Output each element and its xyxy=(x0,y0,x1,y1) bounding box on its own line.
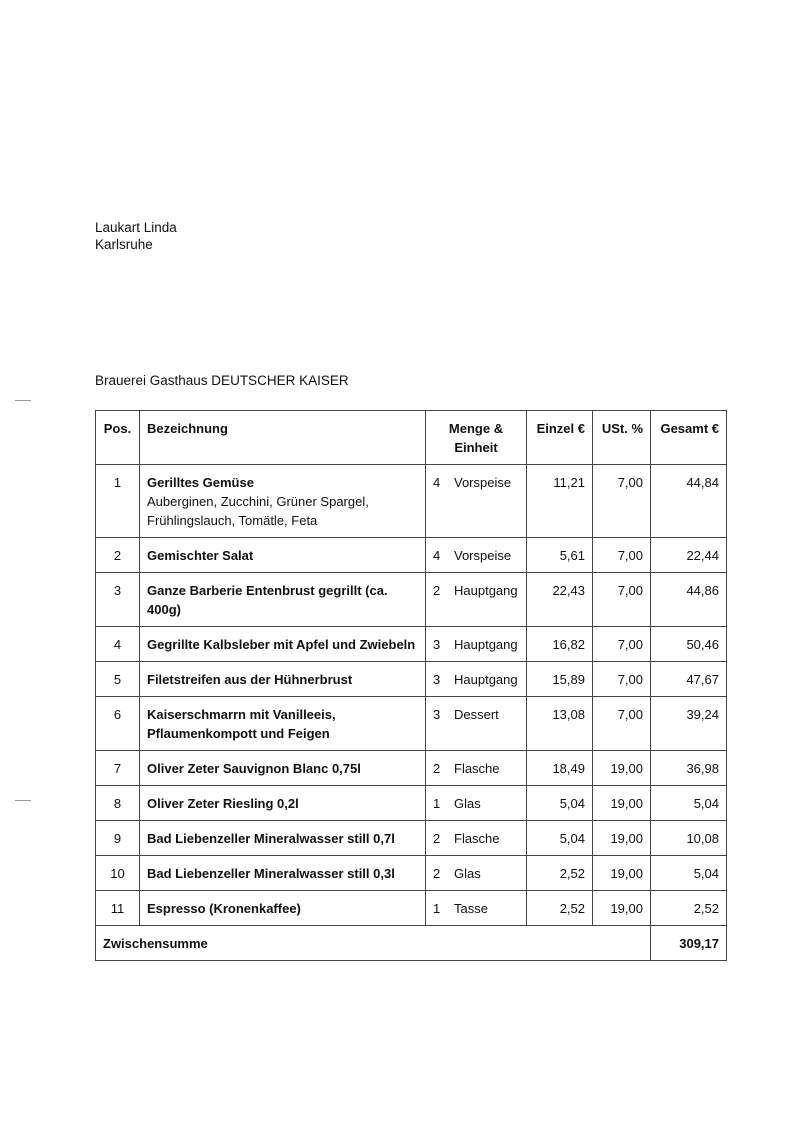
row-qty-number: 4 xyxy=(433,548,441,563)
customer-name: Laukart Linda xyxy=(95,220,177,235)
row-total: 36,98 xyxy=(651,751,727,786)
row-description xyxy=(140,573,426,627)
row-total: 2,52 xyxy=(651,891,727,926)
row-pos: 11 xyxy=(96,891,140,926)
row-pos: 9 xyxy=(96,821,140,856)
row-qty-unit: Vorspeise xyxy=(454,548,512,563)
row-quantity xyxy=(426,538,527,573)
row-qty-number: 4 xyxy=(433,475,441,490)
row-unit-price: 2,52 xyxy=(527,891,593,926)
row-pos: 10 xyxy=(96,856,140,891)
row-total: 22,44 xyxy=(651,538,727,573)
row-total: 44,84 xyxy=(651,465,727,538)
row-item-name: Ganze Barberie Entenbrust gegrillt (ca. 400g) xyxy=(147,583,388,617)
row-item-name: Gemischter Salat xyxy=(147,548,254,563)
table-row xyxy=(96,751,727,786)
row-item-name: Espresso (Kronenkaffee) xyxy=(147,901,301,916)
row-vat: 19,00 xyxy=(593,751,651,786)
row-description xyxy=(140,856,426,891)
table-header-row xyxy=(96,411,727,465)
row-description xyxy=(140,821,426,856)
row-description xyxy=(140,751,426,786)
table-row xyxy=(96,891,727,926)
row-item-name: Oliver Zeter Sauvignon Blanc 0,75l xyxy=(147,761,361,776)
row-vat: 7,00 xyxy=(593,465,651,538)
row-quantity xyxy=(426,662,527,697)
row-total: 44,86 xyxy=(651,573,727,627)
header-description: Bezeichnung xyxy=(140,411,426,465)
table-row xyxy=(96,856,727,891)
row-total: 5,04 xyxy=(651,856,727,891)
row-total: 39,24 xyxy=(651,697,727,751)
row-quantity xyxy=(426,751,527,786)
row-qty-number: 3 xyxy=(433,672,441,687)
row-quantity xyxy=(426,627,527,662)
row-total: 5,04 xyxy=(651,786,727,821)
row-qty-number: 2 xyxy=(433,761,441,776)
table-row xyxy=(96,786,727,821)
row-unit-price: 5,04 xyxy=(527,786,593,821)
row-unit-price: 13,08 xyxy=(527,697,593,751)
row-pos: 4 xyxy=(96,627,140,662)
row-unit-price: 2,52 xyxy=(527,856,593,891)
row-pos: 1 xyxy=(96,465,140,538)
row-qty-unit: Vorspeise xyxy=(454,475,512,490)
header-pos: Pos. xyxy=(96,411,140,465)
row-pos: 8 xyxy=(96,786,140,821)
row-pos: 5 xyxy=(96,662,140,697)
row-vat: 7,00 xyxy=(593,573,651,627)
row-vat: 7,00 xyxy=(593,627,651,662)
row-description xyxy=(140,891,426,926)
row-pos: 3 xyxy=(96,573,140,627)
row-unit-price: 18,49 xyxy=(527,751,593,786)
header-vat: USt. % xyxy=(593,411,651,465)
invoice-table xyxy=(95,410,727,961)
row-total: 10,08 xyxy=(651,821,727,856)
row-unit-price: 22,43 xyxy=(527,573,593,627)
row-qty-unit: Hauptgang xyxy=(454,637,518,652)
row-item-name: Oliver Zeter Riesling 0,2l xyxy=(147,796,299,811)
row-unit-price: 11,21 xyxy=(527,465,593,538)
customer-address xyxy=(95,219,177,253)
row-unit-price: 5,04 xyxy=(527,821,593,856)
row-qty-unit: Glas xyxy=(454,796,481,811)
row-description xyxy=(140,697,426,751)
venue-name: Brauerei Gasthaus DEUTSCHER KAISER xyxy=(95,373,349,388)
table-row xyxy=(96,538,727,573)
row-item-name: Bad Liebenzeller Mineralwasser still 0,7l xyxy=(147,831,395,846)
table-row xyxy=(96,573,727,627)
row-qty-unit: Tasse xyxy=(454,901,488,916)
row-description xyxy=(140,786,426,821)
row-qty-unit: Dessert xyxy=(454,707,499,722)
row-quantity xyxy=(426,891,527,926)
row-qty-number: 3 xyxy=(433,637,441,652)
row-item-name: Gegrillte Kalbsleber mit Apfel und Zwiebeln xyxy=(147,637,416,652)
row-unit-price: 16,82 xyxy=(527,627,593,662)
row-vat: 19,00 xyxy=(593,891,651,926)
header-total: Gesamt € xyxy=(651,411,727,465)
row-total: 47,67 xyxy=(651,662,727,697)
row-quantity xyxy=(426,821,527,856)
subtotal-value: 309,17 xyxy=(651,926,727,961)
row-qty-unit: Flasche xyxy=(454,761,500,776)
row-description xyxy=(140,662,426,697)
row-quantity xyxy=(426,697,527,751)
table-row xyxy=(96,662,727,697)
row-vat: 19,00 xyxy=(593,786,651,821)
row-description xyxy=(140,538,426,573)
header-quantity-line1: Menge & xyxy=(448,421,504,436)
row-qty-unit: Flasche xyxy=(454,831,500,846)
row-qty-unit: Hauptgang xyxy=(454,672,518,687)
table-row xyxy=(96,465,727,538)
row-qty-number: 1 xyxy=(433,901,441,916)
row-description xyxy=(140,627,426,662)
row-quantity xyxy=(426,465,527,538)
customer-city: Karlsruhe xyxy=(95,237,153,252)
header-quantity-line2: Einheit xyxy=(454,440,498,455)
row-vat: 7,00 xyxy=(593,697,651,751)
row-pos: 7 xyxy=(96,751,140,786)
table-row xyxy=(96,697,727,751)
row-qty-unit: Hauptgang xyxy=(454,583,518,598)
row-vat: 7,00 xyxy=(593,662,651,697)
subtotal-label: Zwischensumme xyxy=(96,926,651,961)
table-row xyxy=(96,821,727,856)
row-item-name: Bad Liebenzeller Mineralwasser still 0,3l xyxy=(147,866,395,881)
fold-mark-top xyxy=(15,400,31,401)
row-qty-number: 2 xyxy=(433,583,441,598)
row-unit-price: 15,89 xyxy=(527,662,593,697)
row-qty-number: 3 xyxy=(433,707,441,722)
row-description xyxy=(140,465,426,538)
row-qty-unit: Glas xyxy=(454,866,481,881)
row-vat: 19,00 xyxy=(593,856,651,891)
fold-mark-bottom xyxy=(15,800,31,801)
header-quantity xyxy=(426,411,527,465)
row-quantity xyxy=(426,786,527,821)
row-item-name: Filetstreifen aus der Hühnerbrust xyxy=(147,672,353,687)
row-item-detail: Auberginen, Zucchini, Grüner Spargel, Frühlingslauch, Tomätle, Feta xyxy=(147,494,369,528)
row-item-name: Gerilltes Gemüse xyxy=(147,475,254,490)
row-qty-number: 2 xyxy=(433,831,441,846)
table-row xyxy=(96,627,727,662)
row-vat: 19,00 xyxy=(593,821,651,856)
row-qty-number: 1 xyxy=(433,796,441,811)
subtotal-row xyxy=(96,926,727,961)
header-unit-price: Einzel € xyxy=(527,411,593,465)
row-pos: 6 xyxy=(96,697,140,751)
row-quantity xyxy=(426,573,527,627)
row-quantity xyxy=(426,856,527,891)
row-item-name: Kaiserschmarrn mit Vanilleeis, Pflaumenkompott und Feigen xyxy=(147,707,336,741)
row-total: 50,46 xyxy=(651,627,727,662)
row-vat: 7,00 xyxy=(593,538,651,573)
row-qty-number: 2 xyxy=(433,866,441,881)
row-unit-price: 5,61 xyxy=(527,538,593,573)
row-pos: 2 xyxy=(96,538,140,573)
